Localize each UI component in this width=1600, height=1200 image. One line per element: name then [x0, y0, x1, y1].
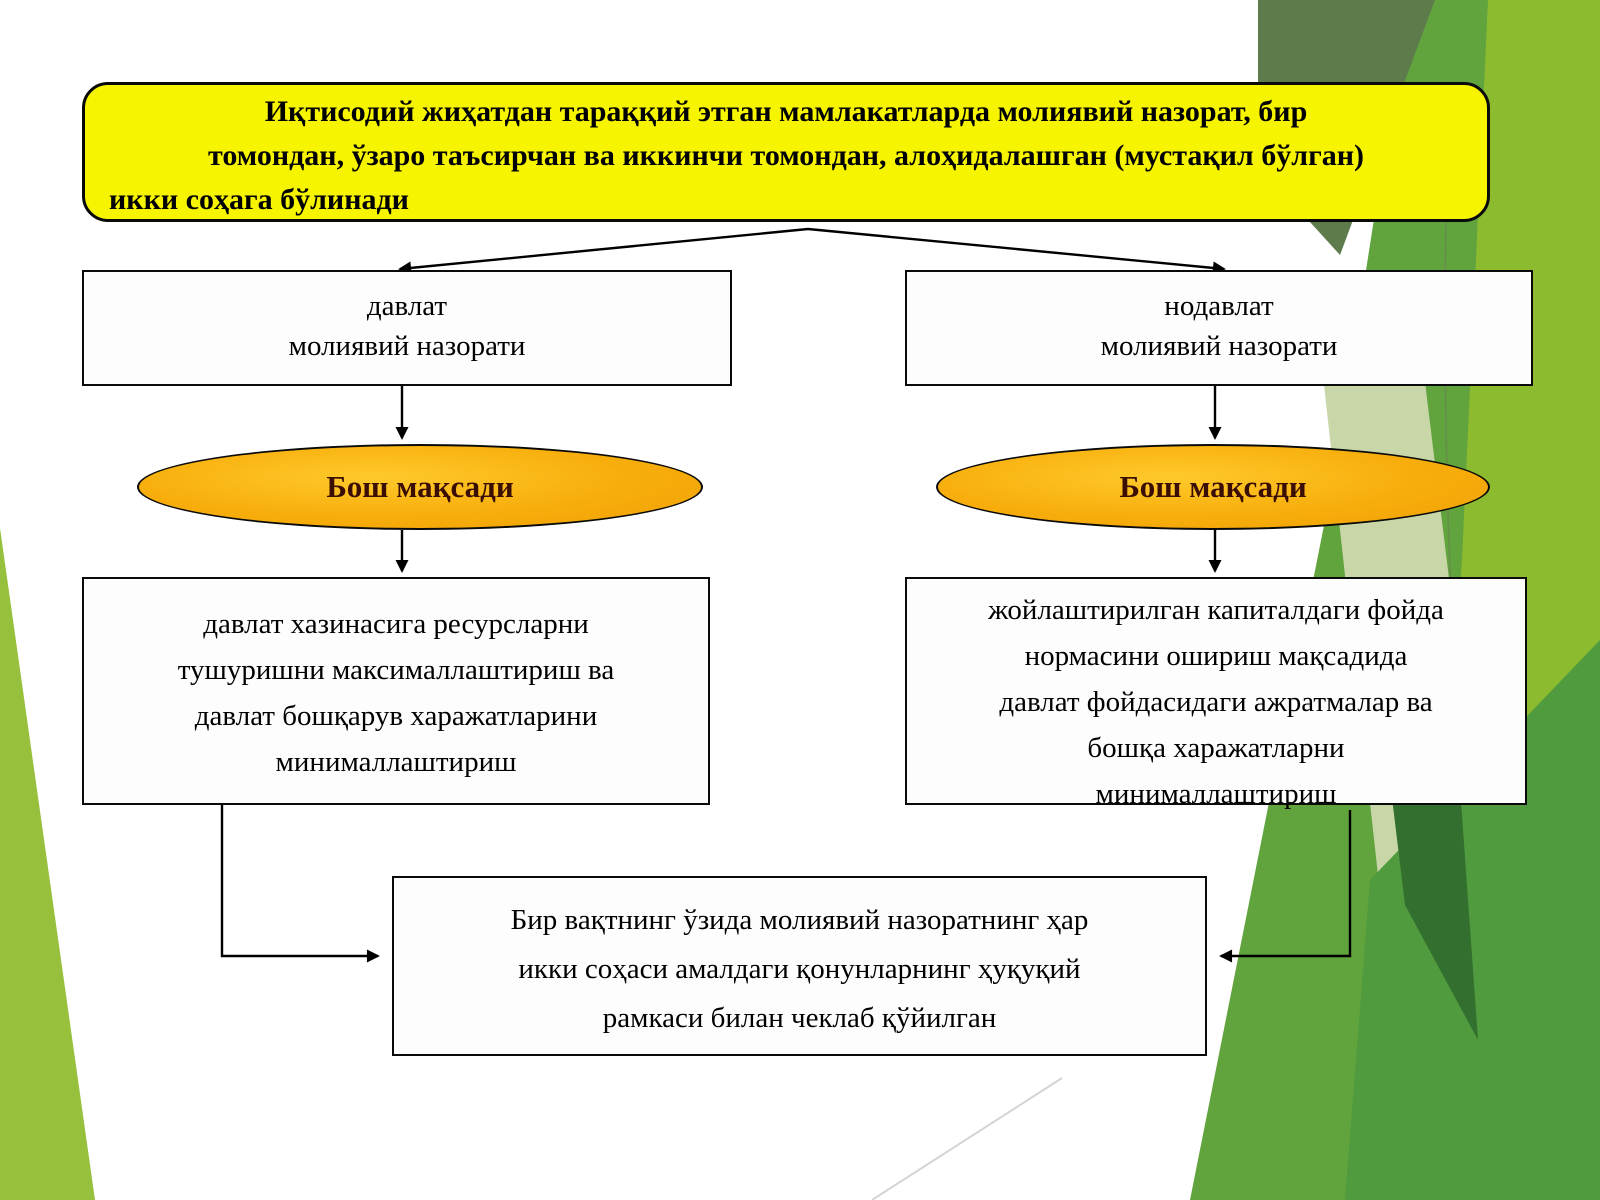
footer-box: Бир вақтнинг ўзида молиявий назоратнинг ҳар икки соҳаси амалдаги қонунларнинг ҳуқуқий рамкаси билан чеклаб қўйилган	[392, 876, 1207, 1056]
slide-title-line-1: Иқтисодий жиҳатдан тараққий этган мамлакатларда молиявий назорат, бир	[264, 95, 1308, 128]
slide-title-line-3: икки соҳага бўлинади	[109, 183, 409, 216]
left-goal-box: давлат хазинасига ресурсларни тушуришни максималлаштириш ва давлат бошқарув харажатларини минималлаштириш	[82, 577, 710, 805]
right-main-goal-label: Бош мақсади	[1119, 469, 1307, 504]
slide-title-box	[82, 82, 1490, 222]
connector-left-goal-to-footer	[222, 804, 378, 956]
arrow-title-to-left-header	[400, 229, 808, 269]
arrow-title-to-right-header	[808, 229, 1224, 269]
left-main-goal-label: Бош мақсади	[326, 469, 514, 504]
right-main-goal-ellipse	[936, 444, 1490, 530]
left-main-goal-ellipse	[137, 444, 703, 530]
left-branch-header-box: давлат молиявий назорати	[82, 270, 732, 386]
slide-title-line-2: томондан, ўзаро таъсирчан ва иккинчи томондан, алоҳидалашган (мустақил бўлган)	[208, 139, 1364, 172]
connector-right-goal-to-footer	[1221, 810, 1350, 956]
right-branch-header-box: нодавлат молиявий назорати	[905, 270, 1533, 386]
right-goal-box: жойлаштирилган капиталдаги фойда нормасини ошириш мақсадида давлат фойдасидаги ажратмалар ва бошқа харажатларни минималлаштириш	[905, 577, 1527, 805]
